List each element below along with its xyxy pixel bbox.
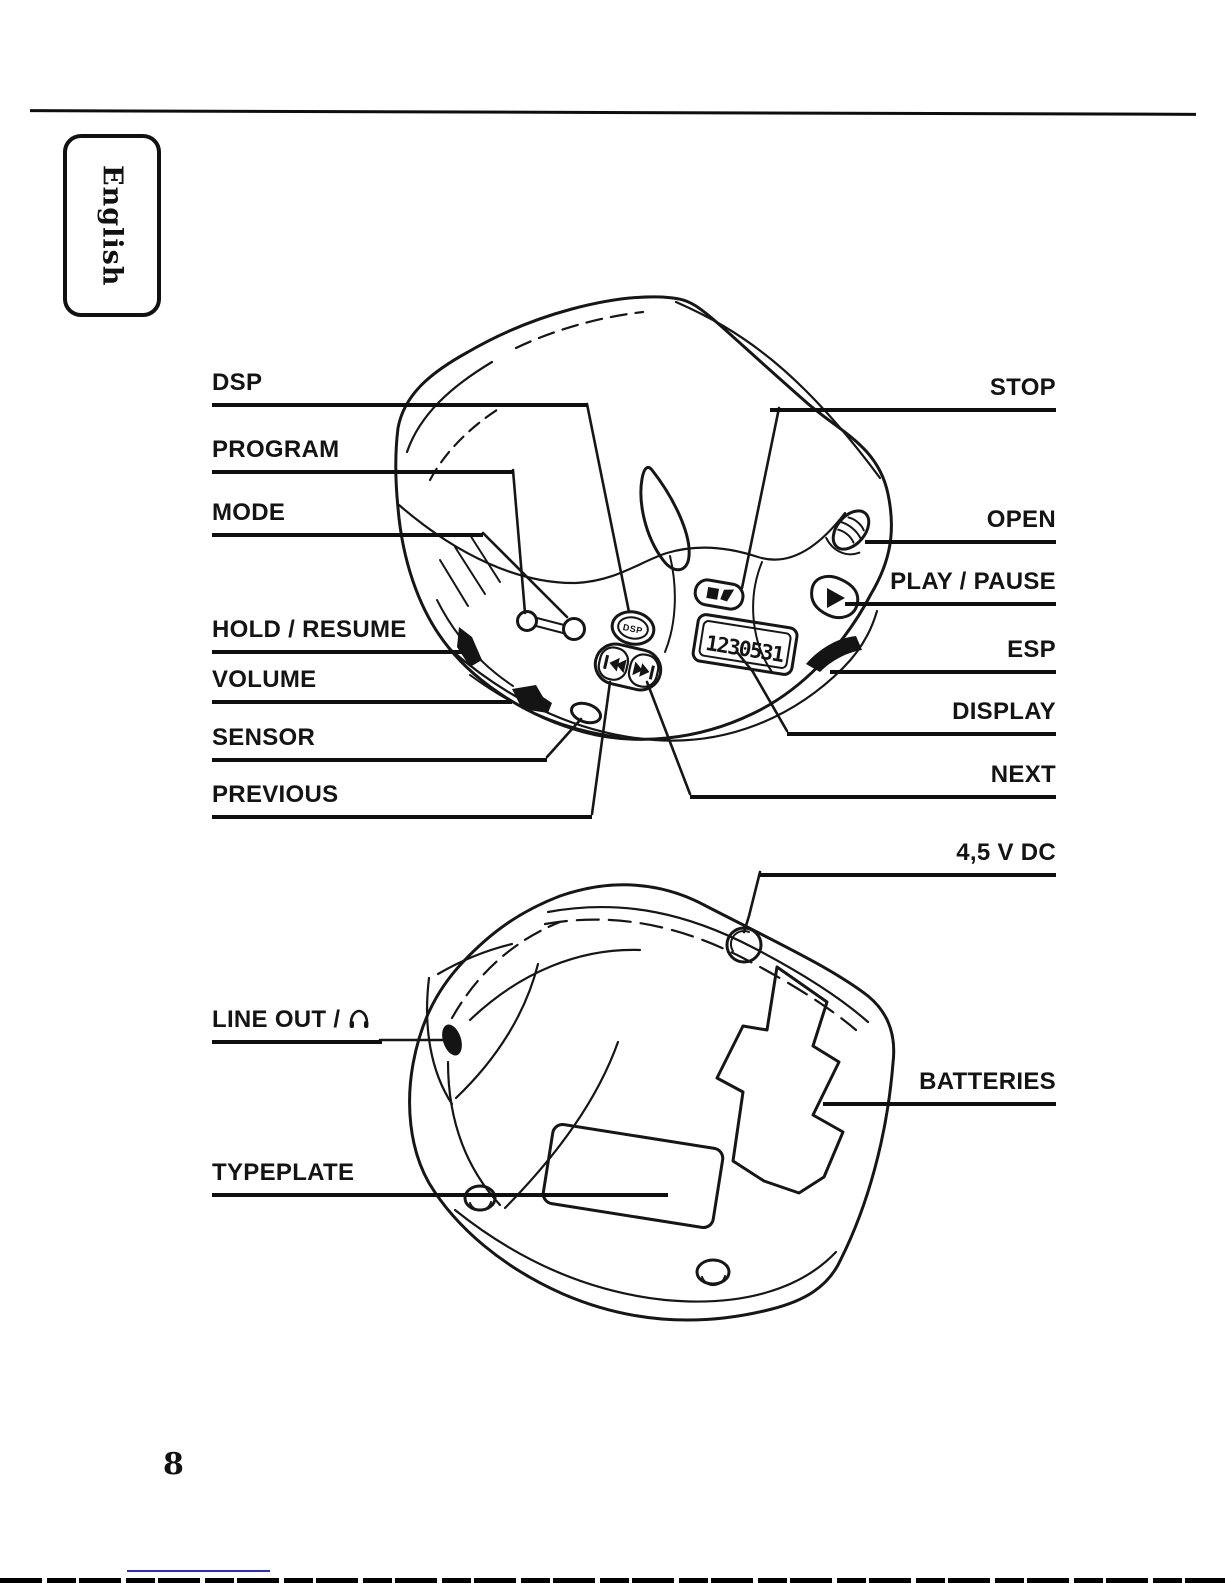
leader-previous <box>592 682 610 814</box>
label-play-pause: PLAY / PAUSE <box>845 568 1056 606</box>
label-line-out: LINE OUT / <box>212 1006 382 1044</box>
bottom-view-outline <box>410 885 894 1320</box>
leader-program <box>513 470 525 613</box>
footer-blue-line <box>127 1570 270 1572</box>
label-open: OPEN <box>865 506 1056 544</box>
stop-button <box>693 578 745 611</box>
label-sensor: SENSOR <box>212 724 547 762</box>
volume-slider <box>512 685 552 713</box>
lcd-display <box>692 613 798 675</box>
label-next: NEXT <box>690 761 1056 799</box>
line-out-jack <box>427 944 538 1104</box>
label-dsp: DSP <box>212 369 587 407</box>
label-program: PROGRAM <box>212 436 513 474</box>
sketch-lines-bottom <box>448 907 868 1301</box>
label-dc-power: 4,5 V DC <box>760 839 1056 877</box>
page-number: 8 <box>163 1447 184 1482</box>
headphones-icon <box>347 1008 371 1030</box>
label-display: DISPLAY <box>787 698 1056 736</box>
label-batteries: BATTERIES <box>823 1068 1056 1106</box>
dsp-button-label: DSP <box>621 622 644 636</box>
program-button <box>518 612 537 631</box>
label-hold-resume: HOLD / RESUME <box>212 616 463 654</box>
previous-button-glyph <box>603 655 609 669</box>
label-previous: PREVIOUS <box>212 781 592 819</box>
label-mode: MODE <box>212 499 483 537</box>
rubber-feet <box>465 1186 729 1285</box>
cd-player-bottom-view <box>410 885 894 1320</box>
dsp-button <box>609 608 657 648</box>
button-connector <box>536 618 564 633</box>
label-typeplate: TYPEPLATE <box>212 1159 668 1197</box>
label-stop: STOP <box>770 374 1056 412</box>
previous-next-buttons <box>591 640 664 694</box>
lcd-display-text: 1230531 <box>703 630 785 667</box>
mode-button <box>564 619 585 640</box>
footer-dashed-line <box>0 1578 1225 1583</box>
leader-dc-power <box>744 872 760 932</box>
language-tab-label: English <box>96 164 128 287</box>
leader-stop <box>742 408 779 588</box>
label-volume: VOLUME <box>212 666 512 704</box>
label-esp: ESP <box>830 636 1056 674</box>
